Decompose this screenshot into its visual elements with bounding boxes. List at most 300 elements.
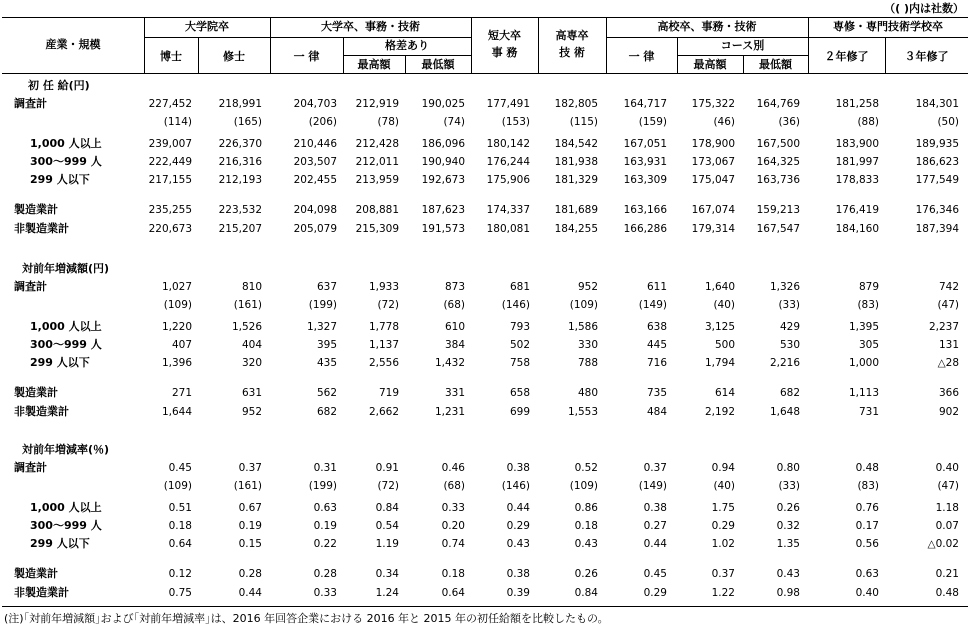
table-cell: 562 [316,387,337,399]
row-label: 299 人以下 [30,356,90,369]
table-cell: (40) [713,480,735,492]
table-cell: (206) [308,116,337,128]
header-group-tech-college: 高専卒 [555,29,589,42]
table-cell: 681 [509,281,530,293]
table-cell: 226,370 [218,138,262,150]
header-group-graduate: 大学院卒 [185,20,229,33]
table-cell: (149) [638,480,667,492]
table-cell: 213,959 [355,174,399,186]
table-cell: 167,547 [756,223,800,235]
section-title: 対前年増減額(円) [22,262,110,275]
table-cell: 239,007 [148,138,192,150]
table-cell: 184,255 [554,223,598,235]
table-cell: 0.74 [441,538,465,550]
table-cell: 429 [779,321,800,333]
table-cell: (47) [937,299,959,311]
table-cell: 0.54 [375,520,399,532]
table-cell: 0.56 [855,538,879,550]
table-cell: 952 [241,406,262,418]
table-cell: (72) [377,480,399,492]
table-cell: 186,096 [421,138,465,150]
table-cell: 271 [171,387,192,399]
table-cell: 3,125 [704,321,735,333]
table-cell: 0.64 [441,587,465,599]
table-cell: 902 [938,406,959,418]
table-cell: (88) [857,116,879,128]
row-label: 299 人以下 [30,537,90,550]
table-cell: (109) [163,480,192,492]
table-cell: 484 [646,406,667,418]
header-col-2yr: ２年修了 [824,50,869,63]
table-cell: 1,586 [567,321,598,333]
table-cell: (68) [443,480,465,492]
table-cell: 164,769 [756,98,800,110]
table-cell: 0.31 [313,462,337,474]
table-cell: (165) [233,116,262,128]
table-cell: (50) [937,116,959,128]
table-cell: 181,938 [554,156,598,168]
table-cell: 177,491 [486,98,530,110]
table-cell: 395 [316,339,337,351]
table-cell: 183,900 [835,138,879,150]
table-cell: 1.19 [375,538,399,550]
table-cell: 0.28 [313,568,337,580]
table-cell: 220,673 [148,223,192,235]
table-cell: 0.33 [441,502,465,514]
row-label: 非製造業計 [14,222,69,235]
table-cell: 331 [444,387,465,399]
table-cell: 0.76 [855,502,879,514]
table-cell: 0.86 [574,502,598,514]
table-cell: 215,309 [355,223,399,235]
table-cell: 0.17 [855,520,879,532]
table-cell: 0.46 [441,462,465,474]
table-cell: 793 [509,321,530,333]
table-cell: 530 [779,339,800,351]
table-cell: 0.37 [643,462,667,474]
table-cell: 0.07 [935,520,959,532]
table-cell: 1.02 [711,538,735,550]
table-cell: 190,025 [421,98,465,110]
table-cell: 1,794 [704,357,735,369]
table-cell: 0.29 [711,520,735,532]
table-cell: 0.26 [574,568,598,580]
table-cell: 0.38 [643,502,667,514]
table-cell: 163,931 [623,156,667,168]
table-cell: △28 [937,357,959,369]
table-cell: 2,237 [928,321,959,333]
table-cell: 175,906 [486,174,530,186]
table-cell: 0.26 [776,502,800,514]
table-cell: 187,623 [421,204,465,216]
table-cell: 1,396 [161,357,192,369]
table-cell: 1.24 [375,587,399,599]
table-cell: 500 [714,339,735,351]
table-cell: 1,526 [231,321,262,333]
table-cell: 0.43 [506,538,530,550]
table-cell: 180,142 [486,138,530,150]
header-divider [471,17,472,73]
table-cell: 223,532 [218,204,262,216]
table-cell: 167,051 [623,138,667,150]
table-cell: 1.75 [711,502,735,514]
table-cell: 611 [646,281,667,293]
table-cell: 788 [577,357,598,369]
table-cell: 190,940 [421,156,465,168]
table-cell: 1,553 [567,406,598,418]
row-label: 299 人以下 [30,173,90,186]
table-cell: 1,778 [368,321,399,333]
table-cell: 176,244 [486,156,530,168]
table-cell: 1,326 [769,281,800,293]
table-cell: 227,452 [148,98,192,110]
table-cell: 202,455 [293,174,337,186]
table-cell: 177,549 [915,174,959,186]
table-bottom-rule [2,606,968,607]
row-label: 製造業計 [14,567,58,580]
table-cell: 180,081 [486,223,530,235]
table-cell: 0.18 [168,520,192,532]
table-cell: 735 [646,387,667,399]
table-cell: 0.94 [711,462,735,474]
table-cell: 167,074 [691,204,735,216]
row-label: 非製造業計 [14,405,69,418]
table-cell: 186,623 [915,156,959,168]
table-cell: 330 [577,339,598,351]
table-cell: 631 [241,387,262,399]
table-cell: 189,935 [915,138,959,150]
section-title: 対前年増減率(％) [22,443,110,456]
header-group-vocational: 専修・専門技術学校卒 [833,20,943,33]
header-sub-gap: 格差あり [385,39,429,52]
table-cell: (109) [163,299,192,311]
table-cell: (109) [569,480,598,492]
table-cell: 0.18 [441,568,465,580]
table-cell: 407 [171,339,192,351]
header-group-high-school: 高校卒、事務・技術 [657,20,757,33]
table-cell: (33) [778,299,800,311]
table-cell: 731 [858,406,879,418]
table-cell: 0.45 [643,568,667,580]
table-cell: 222,449 [148,156,192,168]
table-cell: 658 [509,387,530,399]
table-cell: 0.37 [238,462,262,474]
table-cell: 2,192 [704,406,735,418]
header-col-max: 最高額 [357,58,391,71]
table-cell: 0.29 [643,587,667,599]
header-subrule [677,55,808,56]
table-cell: 0.84 [375,502,399,514]
table-cell: 235,255 [148,204,192,216]
table-cell: 0.48 [935,587,959,599]
note-company-count: （( )内は社数） [884,2,964,15]
table-cell: 1,231 [434,406,465,418]
header-col-hs-uniform: 一 律 [628,50,655,63]
table-cell: 480 [577,387,598,399]
table-cell: 174,337 [486,204,530,216]
table-cell: 0.34 [375,568,399,580]
table-cell: 0.15 [238,538,262,550]
table-cell: 204,098 [293,204,337,216]
table-cell: 176,419 [835,204,879,216]
table-cell: 175,322 [691,98,735,110]
table-cell: 366 [938,387,959,399]
table-cell: 614 [714,387,735,399]
table-cell: (74) [443,116,465,128]
table-cell: △0.02 [927,538,959,550]
table-cell: 163,309 [623,174,667,186]
table-cell: 163,736 [756,174,800,186]
table-cell: 699 [509,406,530,418]
table-cell: 203,507 [293,156,337,168]
table-cell: 502 [509,339,530,351]
table-cell: 181,258 [835,98,879,110]
table-cell: (146) [501,299,530,311]
table-cell: 1,644 [161,406,192,418]
table-cell: (68) [443,299,465,311]
table-cell: 173,067 [691,156,735,168]
header-group-junior-college-sub: 事 務 [491,46,518,59]
table-cell: 810 [241,281,262,293]
table-cell: (199) [308,299,337,311]
table-cell: 204,703 [293,98,337,110]
table-cell: 1,220 [161,321,192,333]
table-cell: (47) [937,480,959,492]
row-label: 300〜999 人 [30,519,102,532]
table-cell: 305 [858,339,879,351]
table-cell: (161) [233,299,262,311]
table-cell: 0.18 [574,520,598,532]
table-cell: 0.39 [506,587,530,599]
table-cell: 0.22 [313,538,337,550]
table-cell: 0.63 [855,568,879,580]
row-label: 1,000 人以上 [30,501,102,514]
table-cell: 182,805 [554,98,598,110]
table-cell: 0.91 [375,462,399,474]
table-cell: 212,193 [218,174,262,186]
table-cell: 0.43 [574,538,598,550]
table-cell: 215,207 [218,223,262,235]
table-cell: 320 [241,357,262,369]
header-group-university: 大学卒、事務・技術 [321,20,420,33]
table-cell: 210,446 [293,138,337,150]
header-group-tech-college-sub: 技 術 [559,46,585,59]
table-cell: 164,325 [756,156,800,168]
table-cell: 131 [938,339,959,351]
table-cell: 218,991 [218,98,262,110]
table-cell: 0.48 [855,462,879,474]
table-cell: 216,316 [218,156,262,168]
table-cell: 0.44 [506,502,530,514]
table-cell: 1,933 [368,281,399,293]
table-cell: 758 [509,357,530,369]
table-cell: 2,556 [368,357,399,369]
table-cell: 164,717 [623,98,667,110]
table-cell: (115) [569,116,598,128]
table-cell: 682 [779,387,800,399]
row-label: 調査計 [14,280,47,293]
table-cell: 0.19 [313,520,337,532]
table-cell: 208,881 [355,204,399,216]
table-cell: 742 [938,281,959,293]
table-cell: 181,689 [554,204,598,216]
row-label: 製造業計 [14,203,58,216]
header-row-label: 産業・規模 [45,38,101,51]
table-cell: 1,327 [306,321,337,333]
table-cell: 0.44 [238,587,262,599]
table-cell: 184,301 [915,98,959,110]
table-cell: 0.67 [238,502,262,514]
section-title: 初 任 給(円) [28,79,90,92]
table-cell: 0.63 [313,502,337,514]
table-cell: 0.80 [776,462,800,474]
header-subrule [144,37,270,38]
header-col-doctor: 博士 [160,50,182,63]
table-cell: 212,919 [355,98,399,110]
table-cell: (159) [638,116,667,128]
table-cell: 212,428 [355,138,399,150]
header-subrule [343,55,471,56]
table-cell: 0.28 [238,568,262,580]
table-cell: (109) [569,299,598,311]
row-label: 非製造業計 [14,586,69,599]
table-cell: 0.44 [643,538,667,550]
table-cell: (146) [501,480,530,492]
header-sub-course: コース別 [720,39,765,52]
header-col-min: 最低額 [421,58,455,71]
table-cell: 1,648 [769,406,800,418]
table-cell: 879 [858,281,879,293]
header-col-hs-min: 最低額 [759,58,792,71]
table-cell: 0.45 [168,462,192,474]
table-cell: 192,673 [421,174,465,186]
row-label: 調査計 [14,461,47,474]
table-cell: 873 [444,281,465,293]
table-cell: (83) [857,480,879,492]
table-cell: 178,900 [691,138,735,150]
table-cell: 435 [316,357,337,369]
header-divider [538,17,539,73]
table-cell: 0.40 [855,587,879,599]
table-cell: (36) [778,116,800,128]
table-cell: 0.40 [935,462,959,474]
table-cell: 1,640 [704,281,735,293]
table-cell: 1.35 [776,538,800,550]
table-cell: 0.37 [711,568,735,580]
table-cell: 1.18 [935,502,959,514]
header-col-uniform: 一 律 [293,50,320,63]
table-cell: 179,314 [691,223,735,235]
table-cell: 404 [241,339,262,351]
table-cell: 0.75 [168,587,192,599]
table-cell: 716 [646,357,667,369]
table-cell: 682 [316,406,337,418]
table-cell: 184,542 [554,138,598,150]
table-cell: 181,329 [554,174,598,186]
table-cell: 205,079 [293,223,337,235]
table-cell: 0.33 [313,587,337,599]
table-cell: 1,000 [848,357,879,369]
table-cell: (46) [713,116,735,128]
table-cell: 0.29 [506,520,530,532]
row-label: 調査計 [14,97,47,110]
header-col-3yr: ３年修了 [904,50,949,63]
table-cell: 167,500 [756,138,800,150]
table-cell: 0.43 [776,568,800,580]
table-cell: 637 [316,281,337,293]
table-cell: 445 [646,339,667,351]
row-label: 製造業計 [14,386,58,399]
table-cell: 184,160 [835,223,879,235]
table-cell: 217,155 [148,174,192,186]
table-cell: (78) [377,116,399,128]
header-bottom-rule [2,73,968,74]
row-label: 1,000 人以上 [30,320,102,333]
table-cell: 0.12 [168,568,192,580]
table-cell: 0.32 [776,520,800,532]
table-cell: (40) [713,299,735,311]
table-cell: 212,011 [355,156,399,168]
table-cell: 2,662 [368,406,399,418]
table-cell: 384 [444,339,465,351]
table-cell: 1,027 [161,281,192,293]
row-label: 300〜999 人 [30,338,102,351]
table-cell: 176,346 [915,204,959,216]
table-cell: 0.52 [574,462,598,474]
table-cell: (83) [857,299,879,311]
table-cell: 610 [444,321,465,333]
table-cell: 1,113 [848,387,879,399]
row-label: 1,000 人以上 [30,137,102,150]
table-cell: 0.84 [574,587,598,599]
table-cell: 0.21 [935,568,959,580]
table-cell: (33) [778,480,800,492]
table-cell: 0.38 [506,462,530,474]
table-cell: 191,573 [421,223,465,235]
table-cell: (149) [638,299,667,311]
table-cell: 1,137 [368,339,399,351]
table-cell: (153) [501,116,530,128]
table-cell: 187,394 [915,223,959,235]
table-cell: (199) [308,480,337,492]
table-cell: 0.27 [643,520,667,532]
table-cell: 178,833 [835,174,879,186]
table-cell: 952 [577,281,598,293]
row-label: 300〜999 人 [30,155,102,168]
header-col-hs-max: 最高額 [693,58,727,71]
table-cell: 159,213 [756,204,800,216]
table-cell: 0.38 [506,568,530,580]
table-cell: 0.19 [238,520,262,532]
table-cell: 1,432 [434,357,465,369]
header-subrule [808,37,968,38]
footnote: (注)｢対前年増減額｣および｢対前年増減率｣は、2016 年回答企業における 2016 年と 2015 年の初任給額を比較したもの。 [4,612,609,625]
table-cell: 0.64 [168,538,192,550]
table-cell: 163,166 [623,204,667,216]
table-cell: 1.22 [711,587,735,599]
table-cell: 1,395 [848,321,879,333]
header-subrule [270,37,471,38]
table-cell: 181,997 [835,156,879,168]
table-cell: (114) [163,116,192,128]
table-cell: 0.98 [776,587,800,599]
table-cell: 0.20 [441,520,465,532]
table-cell: 638 [646,321,667,333]
header-subrule [606,37,808,38]
table-cell: 2,216 [769,357,800,369]
table-cell: 175,047 [691,174,735,186]
header-group-junior-college: 短大卒 [488,29,521,42]
